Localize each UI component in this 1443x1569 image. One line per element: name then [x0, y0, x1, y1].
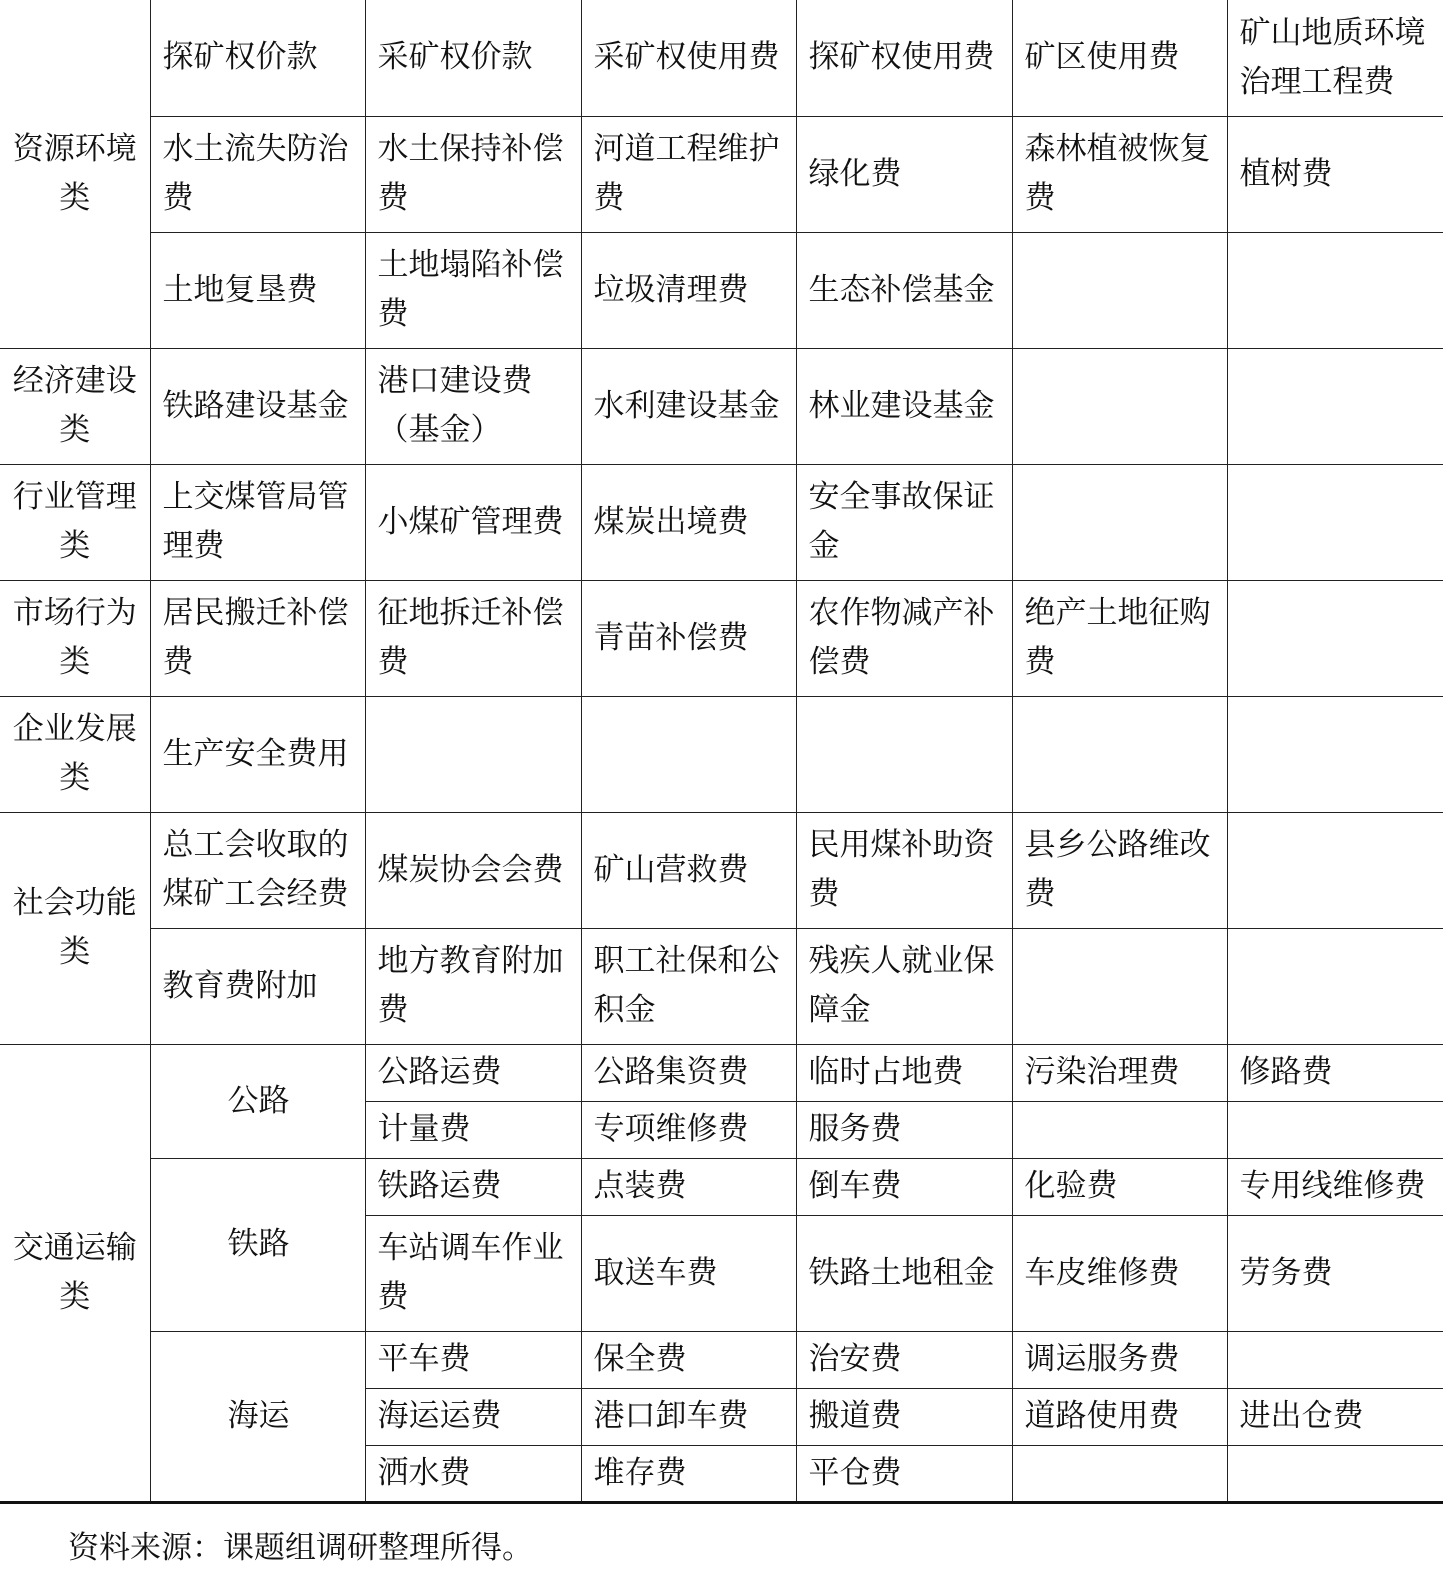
table-cell: 修路费: [1227, 1044, 1443, 1101]
table-cell: 煤炭出境费: [581, 464, 796, 580]
table-cell: 河道工程维护费: [581, 116, 796, 232]
table-row: [0, 1158, 1443, 1215]
table-cell: 污染治理费: [1012, 1044, 1227, 1101]
table-cell: [1227, 812, 1443, 928]
table-cell: [1227, 232, 1443, 348]
category-industry: 行业管理类: [0, 464, 150, 580]
table-row: [0, 928, 1443, 1044]
table-cell: 堆存费: [581, 1445, 796, 1502]
table-cell: 林业建设基金: [796, 348, 1012, 464]
table-cell: 水利建设基金: [581, 348, 796, 464]
table-row: [0, 232, 1443, 348]
table-cell: 民用煤补助资费: [796, 812, 1012, 928]
table-cell: [1227, 1445, 1443, 1502]
table-cell: 临时占地费: [796, 1044, 1012, 1101]
table-cell: 服务费: [796, 1101, 1012, 1158]
table-cell: 专用线维修费: [1227, 1158, 1443, 1215]
table-row: [0, 696, 1443, 812]
table-row: [0, 348, 1443, 464]
table-cell: 生态补偿基金: [796, 232, 1012, 348]
table-cell: 进出仓费: [1227, 1388, 1443, 1445]
table-row: [0, 464, 1443, 580]
table-cell: 港口建设费（基金）: [365, 348, 581, 464]
table-cell: 绝产土地征购费: [1012, 580, 1227, 696]
table-cell: 矿山地质环境治理工程费: [1227, 0, 1443, 116]
table-cell: 点装费: [581, 1158, 796, 1215]
table-cell: 征地拆迁补偿费: [365, 580, 581, 696]
category-enterprise: 企业发展类: [0, 696, 150, 812]
table-cell: 地方教育附加费: [365, 928, 581, 1044]
subcategory-railway: 铁路: [150, 1158, 365, 1331]
table-cell: [796, 696, 1012, 812]
table-cell: 垃圾清理费: [581, 232, 796, 348]
table-cell: 平仓费: [796, 1445, 1012, 1502]
table-cell: 居民搬迁补偿费: [150, 580, 365, 696]
table-cell: [1227, 580, 1443, 696]
table-cell: 取送车费: [581, 1215, 796, 1331]
table-cell: [1012, 928, 1227, 1044]
table-row: [0, 116, 1443, 232]
table-cell: 车皮维修费: [1012, 1215, 1227, 1331]
table-cell: 矿山营救费: [581, 812, 796, 928]
category-social: 社会功能类: [0, 812, 150, 1044]
table-cell: [1227, 1101, 1443, 1158]
table-cell: 采矿权使用费: [581, 0, 796, 116]
table-cell: [1227, 928, 1443, 1044]
table-cell: 治安费: [796, 1331, 1012, 1388]
table-cell: 教育费附加: [150, 928, 365, 1044]
table-cell: [1012, 464, 1227, 580]
table-cell: 港口卸车费: [581, 1388, 796, 1445]
table-cell: [1227, 348, 1443, 464]
table-cell: 倒车费: [796, 1158, 1012, 1215]
source-note: 资料来源：课题组调研整理所得。: [68, 1530, 533, 1566]
table-cell: 探矿权价款: [150, 0, 365, 116]
table-cell: 县乡公路维改费: [1012, 812, 1227, 928]
table-cell: 探矿权使用费: [796, 0, 1012, 116]
table-cell: [581, 696, 796, 812]
table-cell: 洒水费: [365, 1445, 581, 1502]
table-cell: 上交煤管局管理费: [150, 464, 365, 580]
table-cell: 海运运费: [365, 1388, 581, 1445]
table-cell: 化验费: [1012, 1158, 1227, 1215]
table-row: [0, 0, 1443, 116]
table-cell: 农作物减产补偿费: [796, 580, 1012, 696]
table-cell: [1012, 1101, 1227, 1158]
table-cell: 调运服务费: [1012, 1331, 1227, 1388]
table-cell: [1012, 232, 1227, 348]
category-transport: 交通运输类: [0, 1044, 150, 1502]
category-market: 市场行为类: [0, 580, 150, 696]
table-cell: 道路使用费: [1012, 1388, 1227, 1445]
table-cell: [1227, 1331, 1443, 1388]
table-cell: 小煤矿管理费: [365, 464, 581, 580]
table-cell: 铁路土地租金: [796, 1215, 1012, 1331]
subcategory-shipping: 海运: [150, 1331, 365, 1502]
table-cell: 采矿权价款: [365, 0, 581, 116]
table-cell: 森林植被恢复费: [1012, 116, 1227, 232]
table-row: [0, 812, 1443, 928]
table-cell: 水土保持补偿费: [365, 116, 581, 232]
table-cell: 保全费: [581, 1331, 796, 1388]
table-cell: 铁路运费: [365, 1158, 581, 1215]
table-cell: 平车费: [365, 1331, 581, 1388]
table-cell: 生产安全费用: [150, 696, 365, 812]
table-cell: 土地复垦费: [150, 232, 365, 348]
table-cell: 车站调车作业费: [365, 1215, 581, 1331]
table-cell: 计量费: [365, 1101, 581, 1158]
table-cell: 专项维修费: [581, 1101, 796, 1158]
table-cell: [365, 696, 581, 812]
table-cell: 公路运费: [365, 1044, 581, 1101]
table-cell: 青苗补偿费: [581, 580, 796, 696]
subcategory-highway: 公路: [150, 1044, 365, 1158]
table-cell: 植树费: [1227, 116, 1443, 232]
table-cell: 职工社保和公积金: [581, 928, 796, 1044]
table-cell: [1227, 696, 1443, 812]
table-cell: 残疾人就业保障金: [796, 928, 1012, 1044]
table-cell: 绿化费: [796, 116, 1012, 232]
category-resource-env: 资源环境类: [0, 0, 150, 348]
table-cell: 公路集资费: [581, 1044, 796, 1101]
table-cell: 土地塌陷补偿费: [365, 232, 581, 348]
table-row: [0, 1331, 1443, 1388]
table-row: [0, 1044, 1443, 1101]
table-cell: 劳务费: [1227, 1215, 1443, 1331]
table-cell: 铁路建设基金: [150, 348, 365, 464]
table-cell: 煤炭协会会费: [365, 812, 581, 928]
table-cell: [1012, 348, 1227, 464]
table-cell: [1227, 464, 1443, 580]
table-cell: 矿区使用费: [1012, 0, 1227, 116]
table-cell: 总工会收取的煤矿工会经费: [150, 812, 365, 928]
category-economic: 经济建设类: [0, 348, 150, 464]
table-cell: 水土流失防治费: [150, 116, 365, 232]
table-cell: 安全事故保证金: [796, 464, 1012, 580]
table-cell: [1012, 696, 1227, 812]
table-cell: 搬道费: [796, 1388, 1012, 1445]
table-cell: [1012, 1445, 1227, 1502]
table-row: [0, 580, 1443, 696]
